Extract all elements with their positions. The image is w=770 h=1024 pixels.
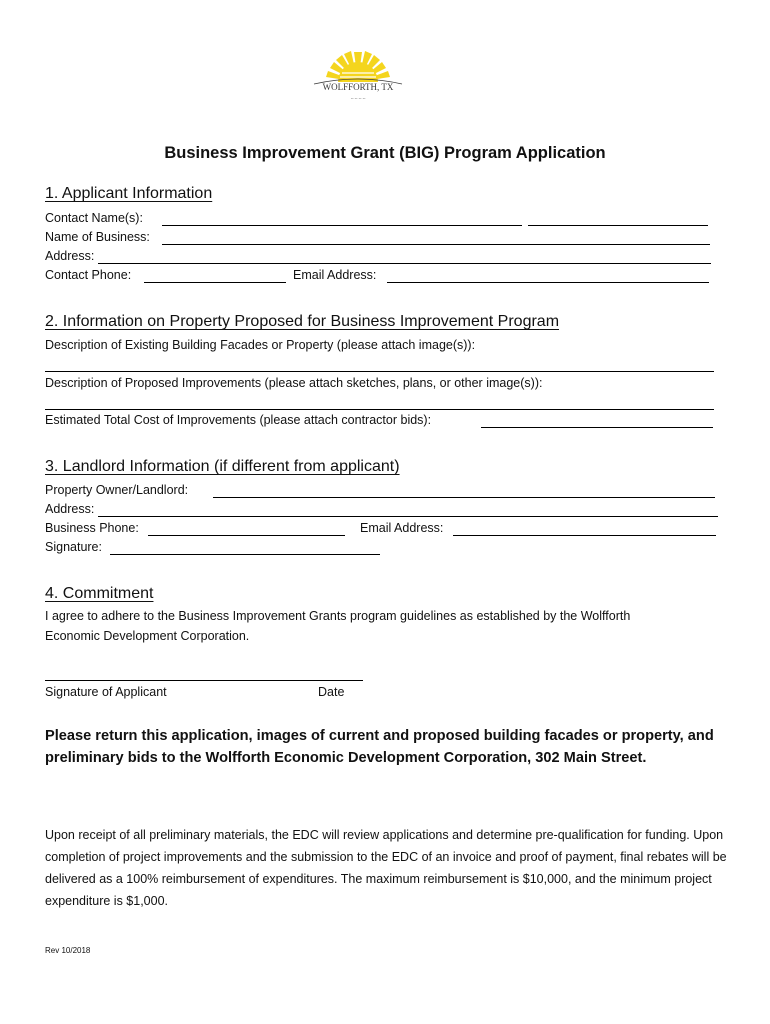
landlord-email-label: Email Address: <box>360 521 444 535</box>
landlord-signature-label: Signature: <box>45 540 102 554</box>
landlord-address-field[interactable] <box>98 516 718 517</box>
business-phone-field[interactable] <box>148 535 345 536</box>
landlord-email-field[interactable] <box>453 535 716 536</box>
commitment-text-line2: Economic Development Corporation. <box>45 629 250 643</box>
section1-heading: 1. Applicant Information <box>45 185 213 202</box>
estimated-cost-label: Estimated Total Cost of Improvements (please attach contractor bids): <box>45 413 432 427</box>
commitment-text-line1: I agree to adhere to the Business Improvement Grants program guidelines as established by the Wolfforth <box>45 609 631 623</box>
address-label: Address: <box>45 249 95 263</box>
svg-text:WOLFFORTH, TX: WOLFFORTH, TX <box>322 82 394 92</box>
business-phone-label: Business Phone: <box>45 521 139 535</box>
applicant-signature-field[interactable] <box>45 680 363 681</box>
contact-phone-label: Contact Phone: <box>45 268 132 282</box>
contact-names-field[interactable] <box>162 225 522 226</box>
existing-description-field[interactable] <box>45 371 714 372</box>
estimated-cost-field[interactable] <box>481 427 713 428</box>
property-owner-label: Property Owner/Landlord: <box>45 483 189 497</box>
business-name-label: Name of Business: <box>45 230 150 244</box>
proposed-description-field[interactable] <box>45 409 714 410</box>
business-name-field[interactable] <box>162 244 710 245</box>
landlord-signature-field[interactable] <box>110 554 380 555</box>
address-field[interactable] <box>98 263 711 264</box>
commitment-text <box>45 606 630 646</box>
email-field[interactable] <box>387 282 709 283</box>
contact-names-label: Contact Name(s): <box>45 211 143 225</box>
existing-description-label: Description of Existing Building Facades or Property (please attach image(s)): <box>45 338 476 352</box>
processing-info: Upon receipt of all preliminary materials, the EDC will review applications and determine pre-qualification for funding. Upon completion of project improvements and the submission to the EDC of an invoice and proof of payment, final rebates will be delivered as a 100% reimbursement of expenditures. The maximum reimbursement is $10,000, and the minimum project expenditure is $1,000. <box>45 828 727 908</box>
section2-heading: 2. Information on Property Proposed for Business Improvement Program <box>45 313 560 330</box>
applicant-signature-label: Signature of Applicant <box>45 685 167 699</box>
contact-phone-field[interactable] <box>144 282 286 283</box>
return-notice: Please return this application, images of current and proposed building facades or property, and preliminary bids to the Wolfforth Economic Development Corporation, 302 Main Street. <box>45 728 714 766</box>
section3-heading: 3. Landlord Information (if different from applicant) <box>45 458 400 475</box>
email-label: Email Address: <box>293 268 377 282</box>
landlord-address-label: Address: <box>45 502 95 516</box>
svg-text:~ ~ ~ ~: ~ ~ ~ ~ <box>350 97 366 102</box>
contact-names-field-2[interactable] <box>528 225 708 226</box>
date-label: Date <box>318 685 345 699</box>
wolfforth-logo <box>308 44 408 108</box>
proposed-description-label: Description of Proposed Improvements (please attach sketches, plans, or other image(s)): <box>45 376 543 390</box>
form-title: Business Improvement Grant (BIG) Program Application <box>164 144 606 162</box>
sun-logo-icon <box>308 44 408 108</box>
property-owner-field[interactable] <box>213 497 715 498</box>
revision-label: Rev 10/2018 <box>45 946 91 955</box>
section4-heading: 4. Commitment <box>45 585 154 602</box>
